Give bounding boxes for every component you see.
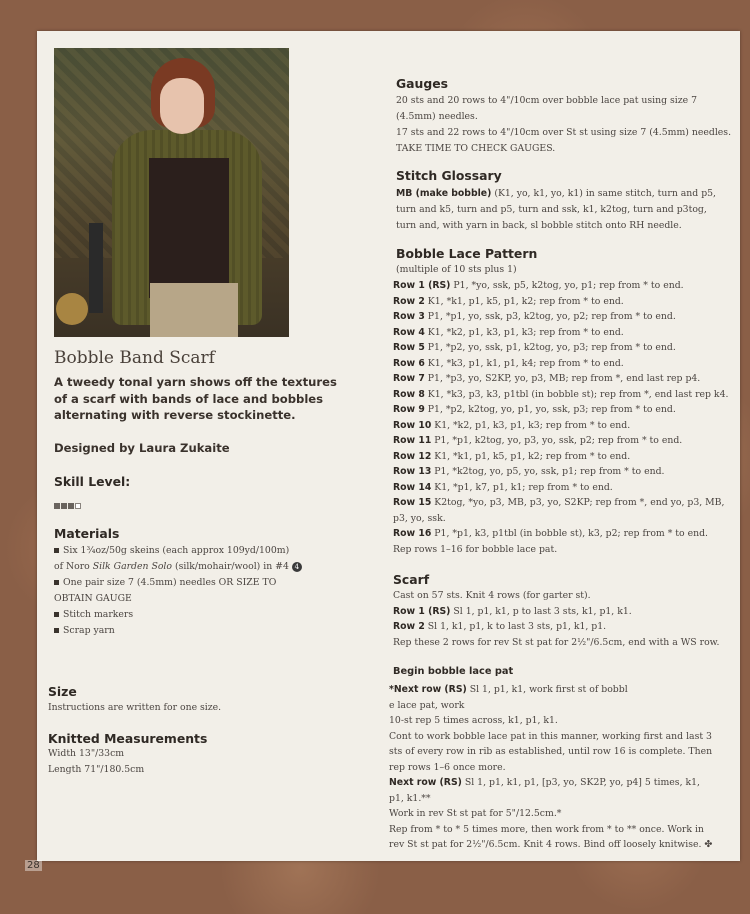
size-heading: Size <box>48 684 77 699</box>
material-item: Stitch markers <box>54 607 344 623</box>
row-text: Work in rev St st pat for 5"/12.5cm.* <box>389 808 562 819</box>
row-text: Sl 1, k1, p1, k to last 3 sts, p1, k1, p1. <box>424 621 607 632</box>
row-label: Next row (RS) <box>389 777 462 788</box>
knitted-measurements-heading: Knitted Measurements <box>48 731 208 746</box>
material-item: Scrap yarn <box>54 623 344 639</box>
instruction-row <box>389 698 712 714</box>
row-label: Row 2 <box>393 295 425 307</box>
row-label: Row 13 <box>393 466 432 477</box>
row-text: Rep from * to * 5 times more, then work from * to ** once. Work in <box>389 823 704 835</box>
row-text: rep rows 1–6 once more. <box>389 761 506 773</box>
knitted-measurements <box>48 746 144 778</box>
row-label: Row 4 <box>393 326 425 338</box>
instruction-row <box>389 822 712 838</box>
instruction-row <box>389 744 712 760</box>
instruction-row <box>393 433 728 449</box>
stitch-glossary-heading: Stitch Glossary <box>396 168 502 183</box>
instruction-row <box>389 682 712 698</box>
skill-heading: Skill Level: <box>54 474 131 489</box>
material-item-cont: of Noro Silk Garden Solo (silk/mohair/wool) in #4 4 <box>54 559 344 575</box>
row-label: Row 2 <box>393 621 425 632</box>
instruction-row <box>389 806 712 822</box>
row-text: 10-st rep 5 times across, k1, p1, k1. <box>389 715 558 726</box>
scarf-rows <box>393 588 719 650</box>
row-text: Sl 1, p1, k1, p to last 3 sts, k1, p1, k1. <box>450 605 632 617</box>
instruction-row <box>393 480 728 496</box>
skill-box-filled <box>68 503 74 509</box>
row-text: Rep rows 1–16 for bobble lace pat. <box>393 543 558 555</box>
measurement-length: Length 71"/180.5cm <box>48 764 145 775</box>
begin-bobble-rows <box>389 682 712 853</box>
instruction-row <box>393 449 728 465</box>
row-text: p3, yo, ssk. <box>393 512 446 524</box>
measurement-width: Width 13"/33cm <box>48 748 125 759</box>
instruction-row <box>393 340 728 356</box>
instruction-row <box>393 495 728 511</box>
row-label: Row 9 <box>393 404 425 415</box>
skill-level-indicator <box>54 494 82 502</box>
row-label: Row 8 <box>393 388 425 400</box>
row-text: K1, *k3, p1, k1, p1, k4; rep from * to end. <box>424 357 624 369</box>
instruction-row <box>393 294 728 310</box>
row-text: P1, *p1, k3, p1tbl (in bobble st), k3, p2; rep from * to end. <box>431 528 708 539</box>
instruction-row <box>389 760 712 776</box>
photo-face <box>160 78 204 134</box>
row-label: Row 14 <box>393 481 432 493</box>
photo-sweater <box>149 158 229 298</box>
row-label: *Next row (RS) <box>389 684 467 695</box>
instruction-row <box>389 775 712 791</box>
instruction-row <box>389 713 712 729</box>
instruction-row <box>393 325 728 341</box>
bobble-lace-rows <box>393 278 728 557</box>
row-text: e lace pat, work <box>389 699 465 711</box>
row-label: Row 15 <box>393 497 432 508</box>
page-number: 28 <box>27 860 40 871</box>
instruction-row <box>393 464 728 480</box>
instruction-row <box>389 791 712 807</box>
row-text: P1, *p1, yo, ssk, p3, k2tog, yo, p2; rep from * to end. <box>424 311 676 322</box>
instruction-row <box>393 588 719 604</box>
row-text: P1, *p2, k2tog, yo, p1, yo, ssk, p3; rep from * to end. <box>424 404 676 415</box>
instruction-row <box>393 387 728 403</box>
row-text: K1, *k1, p1, k5, p1, k2; rep from * to end. <box>424 295 624 307</box>
row-text: rev St st pat for 2½"/6.5cm. Knit 4 rows. Bind off loosely knitwise. ✤ <box>389 839 713 850</box>
material-item: Six 1¾oz/50g skeins (each approx 109yd/100m) <box>54 543 344 559</box>
row-label: Row 11 <box>393 435 432 446</box>
row-text: K1, *p1, k7, p1, k1; rep from * to end. <box>431 481 613 493</box>
row-label: Row 16 <box>393 528 432 539</box>
row-label: Row 6 <box>393 357 425 369</box>
row-label: Row 10 <box>393 419 432 431</box>
bobble-lace-subtitle: (multiple of 10 sts plus 1) <box>396 264 517 275</box>
photo-globe <box>56 293 88 325</box>
row-text: Rep these 2 rows for rev St st pat for 2½"/6.5cm, end with a WS row. <box>393 636 720 648</box>
material-item: One pair size 7 (4.5mm) needles OR SIZE TO <box>54 575 344 591</box>
photo-pants <box>150 283 238 337</box>
row-text: p1, k1.** <box>389 792 431 804</box>
instruction-row <box>389 729 712 745</box>
row-label: Row 1 (RS) <box>393 280 451 291</box>
bobble-lace-heading: Bobble Lace Pattern <box>396 246 538 261</box>
pattern-intro: A tweedy tonal yarn shows off the textures of a scarf with bands of lace and bobbles alternating with reverse stockinette. <box>54 375 337 422</box>
instruction-row <box>393 402 728 418</box>
pattern-title: Bobble Band Scarf <box>54 348 215 368</box>
instruction-row <box>393 278 728 294</box>
instruction-row <box>393 604 719 620</box>
row-text: P1, *p2, yo, ssk, p1, k2tog, yo, p3; rep from * to end. <box>424 342 676 353</box>
row-label: Row 1 (RS) <box>393 605 451 617</box>
instruction-row <box>393 356 728 372</box>
instruction-row <box>389 837 712 853</box>
materials-list <box>54 543 344 639</box>
gauges-heading: Gauges <box>396 76 449 91</box>
gauges-text: 20 sts and 20 rows to 4"/10cm over bobble lace pat using size 7 (4.5mm) needles. 17 sts and 22 rows to 4"/10cm over St st using size 7 (4.5mm) needles. TAKE TIME TO CHECK GAUGES. <box>396 95 732 154</box>
row-text: K1, *k2, p1, k3, p1, k3; rep from * to end. <box>431 419 631 431</box>
instruction-row <box>393 619 719 635</box>
row-text: P1, *k2tog, yo, p5, yo, ssk, p1; rep from * to end. <box>431 466 665 477</box>
instruction-row <box>393 511 728 527</box>
row-text: Sl 1, p1, k1, work first st of bobbl <box>466 684 628 695</box>
instruction-row <box>393 309 728 325</box>
row-text: Cast on 57 sts. Knit 4 rows (for garter st). <box>393 590 591 601</box>
instruction-row <box>393 635 719 651</box>
row-label: Row 5 <box>393 342 425 353</box>
photo-lantern <box>89 223 103 313</box>
row-label: Row 7 <box>393 373 425 384</box>
instruction-row <box>393 542 728 558</box>
model-photo <box>54 48 289 337</box>
designer-credit: Designed by Laura Zukaite <box>54 441 230 455</box>
skill-box-filled <box>54 503 60 509</box>
scarf-heading: Scarf <box>393 572 430 587</box>
row-text: Sl 1, p1, k1, p1, [p3, yo, SK2P, yo, p4] 5 times, k1, <box>461 777 700 788</box>
materials-heading: Materials <box>54 526 120 541</box>
instruction-row <box>393 418 728 434</box>
row-text: P1, *p1, k2tog, yo, p3, yo, ssk, p2; rep from * to end. <box>431 435 683 446</box>
row-text: K1, *k1, p1, k5, p1, k2; rep from * to end. <box>431 450 631 462</box>
material-item-cont: OBTAIN GAUGE <box>54 593 132 604</box>
row-text: K2tog, *yo, p3, MB, p3, yo, S2KP; rep from *, end yo, p3, MB, <box>431 497 725 508</box>
size-text: Instructions are written for one size. <box>48 702 222 713</box>
instruction-row <box>393 371 728 387</box>
begin-bobble-heading: Begin bobble lace pat <box>393 666 514 677</box>
row-text: K1, *k3, p3, k3, p1tbl (in bobble st); rep from *, end last rep k4. <box>424 388 729 400</box>
row-text: P1, *yo, ssk, p5, k2tog, yo, p1; rep from * to end. <box>450 280 684 291</box>
yarn-weight-icon: 4 <box>292 562 302 572</box>
instruction-row <box>393 526 728 542</box>
row-text: P1, *p3, yo, S2KP, yo, p3, MB; rep from *, end last rep p4. <box>424 373 701 384</box>
row-text: K1, *k2, p1, k3, p1, k3; rep from * to end. <box>424 326 624 338</box>
row-text: sts of every row in rib as established, until row 16 is complete. Then <box>389 746 713 757</box>
skill-box-empty <box>75 503 81 509</box>
row-text: Cont to work bobble lace pat in this manner, working first and last 3 <box>389 730 712 742</box>
skill-box-filled <box>61 503 67 509</box>
row-label: Row 12 <box>393 450 432 462</box>
row-label: Row 3 <box>393 311 425 322</box>
stitch-glossary-text: MB (make bobble) (K1, yo, k1, yo, k1) in same stitch, turn and p5, turn and k5, turn and p5, turn and ssk, k1, k2tog, turn and p3tog, turn and, with yarn in back, sl bobble stitch onto RH needle. <box>396 188 717 231</box>
